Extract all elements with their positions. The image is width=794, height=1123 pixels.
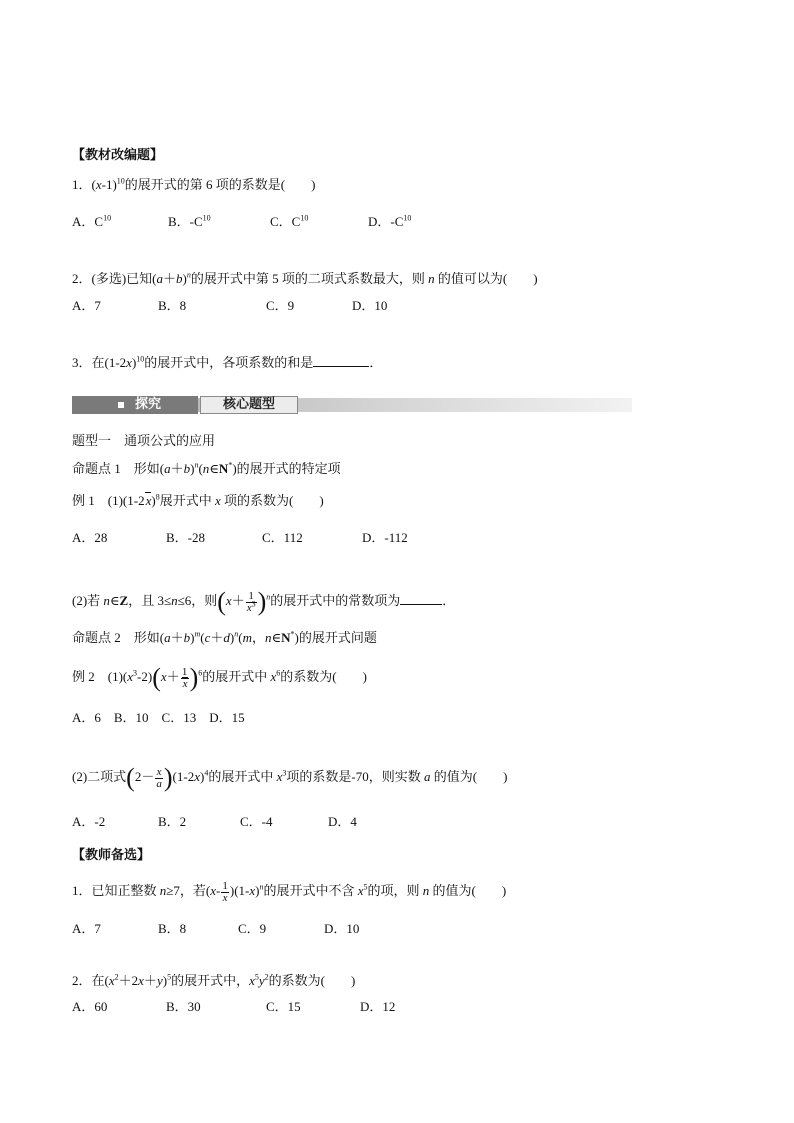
teacher-question-1-stem: 1．已知正整数 n≥7，若(x- $\frac{1}{x}$ )$(1-x)^n$的展开式中不含 $x^5$的项，则 n 的值为( ) [72,879,507,904]
question-2-stem: 2．(多选)已知$(a+b)^n$的展开式中第 5 项的二项式系数最大，则 n 的值可以为( ) [72,270,538,286]
banner-tag-explore: 探究 [72,396,198,414]
answer-blank[interactable] [400,592,442,605]
example-2b-stem: (2)二项式(2－ $\frac{x}{a}$ )$(1-2x)^4$的展开式中 $x^3$项的系数是-70，则实数 a 的值为( ) [72,763,508,793]
square-bullet-icon [118,402,124,408]
banner-tag-core: 核心题型 [200,396,298,414]
type-heading-1: 题型一 通项公式的应用 [72,433,216,448]
answer-blank[interactable] [313,354,369,367]
option-a: A．$C^{10}$ [72,213,112,229]
example-2-options: A．6 B．10 C．13 D．15 [72,710,245,725]
question-1-stem: 1．$(x-1)^{10}$的展开式的第 6 项的系数是( ) [72,176,316,192]
section-heading-teacher: 【教师备选】 [72,847,151,862]
fraction: $\frac{1}{x}$ [181,665,188,690]
section-banner [72,394,632,416]
example-2-stem: 例 2 $(1)(x^3-2)(x+$ $\frac{1}{x}$ )$^6$的展开式中 $x^6$的系数为( ) [72,663,367,693]
fraction: $\frac{1}{x}$ [222,879,228,904]
option-d: D．$-C^{10}$ [368,213,412,229]
fraction: $\frac{1}{x^3}$ [246,589,256,614]
point-heading-1: 命题点 1 形如$(a+b)^n(n\in N^*)$的展开式的特定项 [72,460,341,476]
section-heading-textbook: 【教材改编题】 [72,147,164,162]
option-c: C．$C^{10}$ [270,213,309,229]
fraction: $\frac{x}{a}$ [156,765,162,790]
point-heading-2: 命题点 2 形如$(a+b)^m(c+d)^n(m$，n∈N*)的展开式问题 [72,629,377,645]
option-b: B．$-C^{10}$ [168,213,211,229]
question-3-stem: 3．在$(1-2x)^{10}$的展开式中，各项系数的和是 ． [72,354,383,370]
example-1b-stem: (2)若 n∈Z，且 3≤n≤6，则(x＋ $\frac{1}{x^3}$ )$^n$的展开式中的常数项为 ． [72,587,456,617]
example-1-stem: 例 1 $(1)(1-2x)^8$展开式中 x 项的系数为( ) [72,492,324,508]
teacher-question-2-stem: 2．在$(x^2+2x+y)^5$的展开式中，$x^5y^2$的系数为( ) [72,972,356,988]
